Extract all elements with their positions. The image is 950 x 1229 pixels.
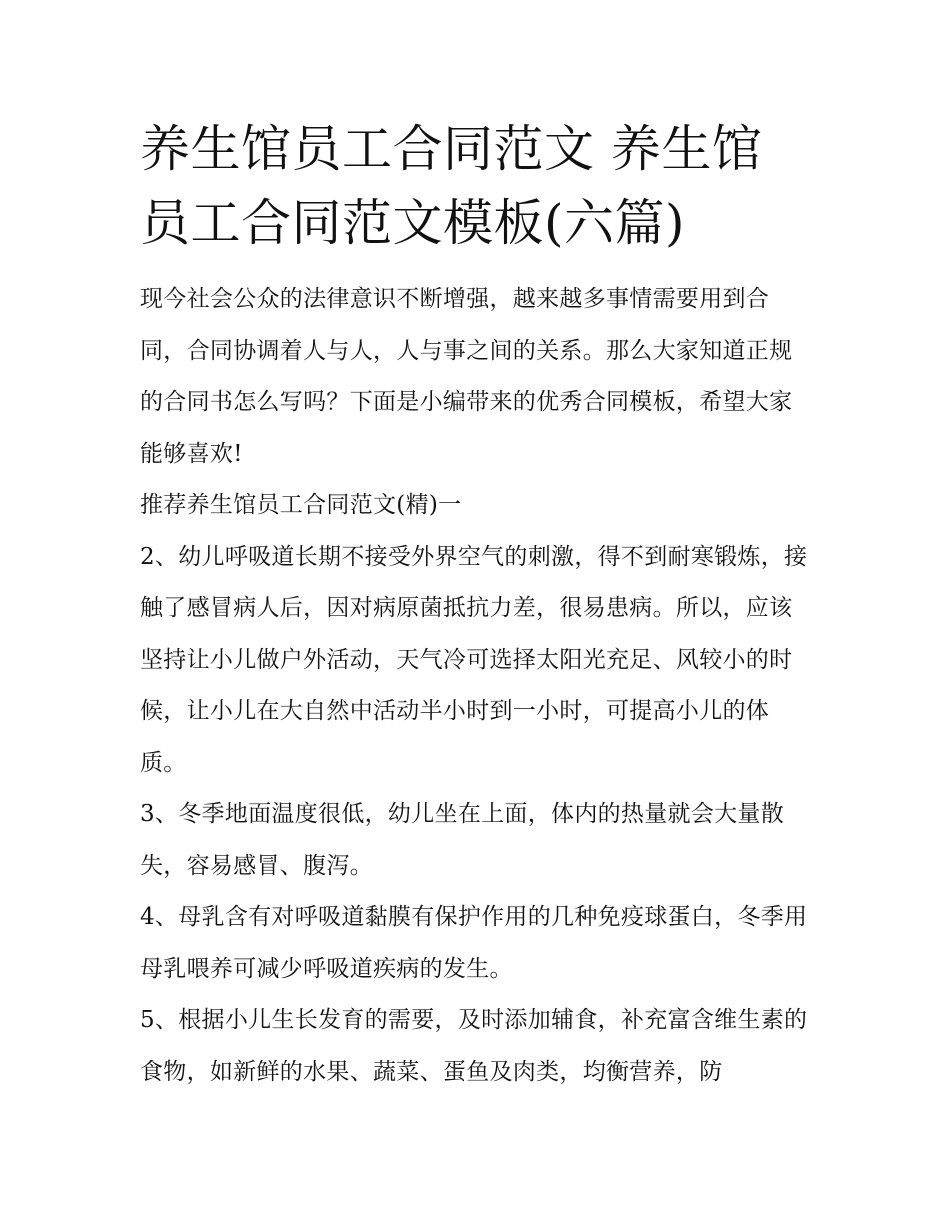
body-paragraph: 5、根据小儿生长发育的需要，及时添加辅食，补充富含维生素的食物，如新鲜的水果、蔬菜、蛋鱼及肉类，均衡营养，防 — [140, 1007, 808, 1085]
body-paragraph: 2、幼儿呼吸道长期不接受外界空气的刺激，得不到耐寒锻炼，接触了感冒病人后，因对病原菌抵抗力差，很易患病。所以，应该坚持让小儿做户外活动，天气冷可选择太阳光充足、风较小的时候，让小儿在大自然中活动半小时到一小时，可提高小儿的体质。 — [140, 543, 808, 776]
document-title: 养生馆员工合同范文 养生馆员工合同范文模板(六篇) — [140, 120, 763, 252]
body-paragraph: 3、冬季地面温度很低，幼儿坐在上面，体内的热量就会大量散失，容易感冒、腹泻。 — [140, 801, 785, 879]
intro-paragraph: 现今社会公众的法律意识不断增强，越来越多事情需要用到合同，合同协调着人与人，人与事之间的关系。那么大家知道正规的合同书怎么写吗？下面是小编带来的优秀合同模板，希望大家能够喜欢! — [140, 286, 793, 467]
section-heading: 推荐养生馆员工合同范文(精)一 — [140, 492, 462, 518]
document-page — [140, 112, 812, 1098]
body-paragraph: 4、母乳含有对呼吸道黏膜有保护作用的几种免疫球蛋白，冬季用母乳喂养可减少呼吸道疾病的发生。 — [140, 904, 808, 982]
